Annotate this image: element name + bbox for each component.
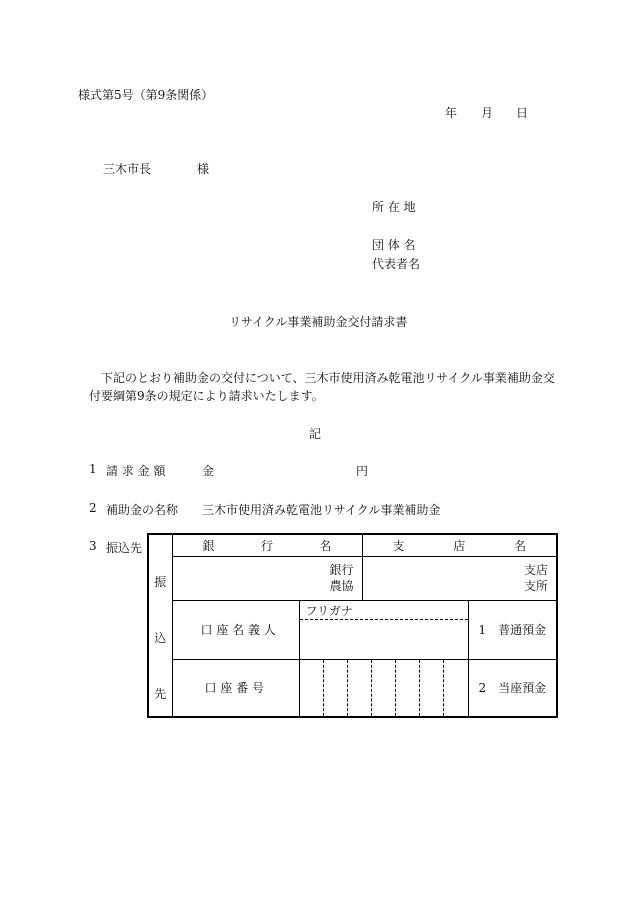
item1-number: 1 [89,462,97,476]
addressee-honorific: 様 [197,162,210,176]
item2-value: 三木市使用済み乾電池リサイクル事業補助金 [202,503,441,517]
address-label: 所 在 地 [372,200,416,214]
item1-unit: 円 [356,464,369,478]
bank-transfer-table [147,533,558,718]
agri-coop-suffix: 農協 [329,579,354,593]
digit-cell[interactable] [371,660,395,716]
addressee-name: 三木市長 [103,162,152,176]
branch-header-char: 名 [514,538,527,553]
body-text-line1: 下記のとおり補助金の交付について、三木市使用済み乾電池リサイクル事業補助金交 [101,371,555,385]
ordinary-deposit-option[interactable]: 1 普通預金 [468,600,557,659]
item2-label: 補助金の名称 [106,503,179,517]
branch-name-header [362,534,557,556]
bank-header-char: 行 [261,538,274,553]
transfer-side-label [148,534,172,717]
furigana-label: フリガナ [305,603,353,618]
item1-label: 請 求 金 額 [106,464,166,478]
bank-header-char: 名 [319,538,332,553]
account-holder-label: 口 座 名 義 人 [172,600,299,659]
digit-cell[interactable] [443,660,467,716]
bank-name-field[interactable] [172,556,362,600]
furigana-divider [300,619,468,620]
side-char-3: 先 [154,687,167,701]
item1-prefix: 金 [202,464,215,478]
bank-header-char: 銀 [202,538,215,553]
digit-cell[interactable] [323,660,347,716]
bank-name-header [172,534,362,556]
account-number-field[interactable] [299,659,468,717]
digit-cell[interactable] [300,660,323,716]
body-text-line2: 付要綱第9条の規定により請求いたします。 [89,389,324,403]
day-label: 日 [516,106,529,120]
branch-header-char: 店 [453,538,466,553]
account-holder-field[interactable] [299,600,468,659]
sub-branch-suffix: 支所 [524,579,549,593]
item2-number: 2 [89,501,97,515]
year-label: 年 [445,106,458,120]
form-number: 様式第5号（第9条関係） [78,88,214,102]
side-char-1: 振 [154,575,167,589]
document-title: リサイクル事業補助金交付請求書 [229,315,408,329]
digit-cell[interactable] [395,660,419,716]
org-name-label: 団 体 名 [372,238,416,252]
item3-number: 3 [89,539,97,553]
digit-cell[interactable] [419,660,443,716]
bank-suffix: 銀行 [329,563,354,577]
side-char-2: 込 [154,631,167,645]
account-number-label: 口 座 番 号 [172,659,299,717]
month-label: 月 [481,106,494,120]
branch-name-field[interactable] [362,556,557,600]
branch-header-char: 支 [392,538,405,553]
representative-label: 代表者名 [372,257,421,271]
item3-label: 振込先 [106,541,143,555]
digit-cell[interactable] [347,660,371,716]
current-deposit-option[interactable]: 2 当座預金 [468,659,557,717]
branch-suffix: 支店 [524,563,549,577]
ki-heading: 記 [309,427,322,441]
